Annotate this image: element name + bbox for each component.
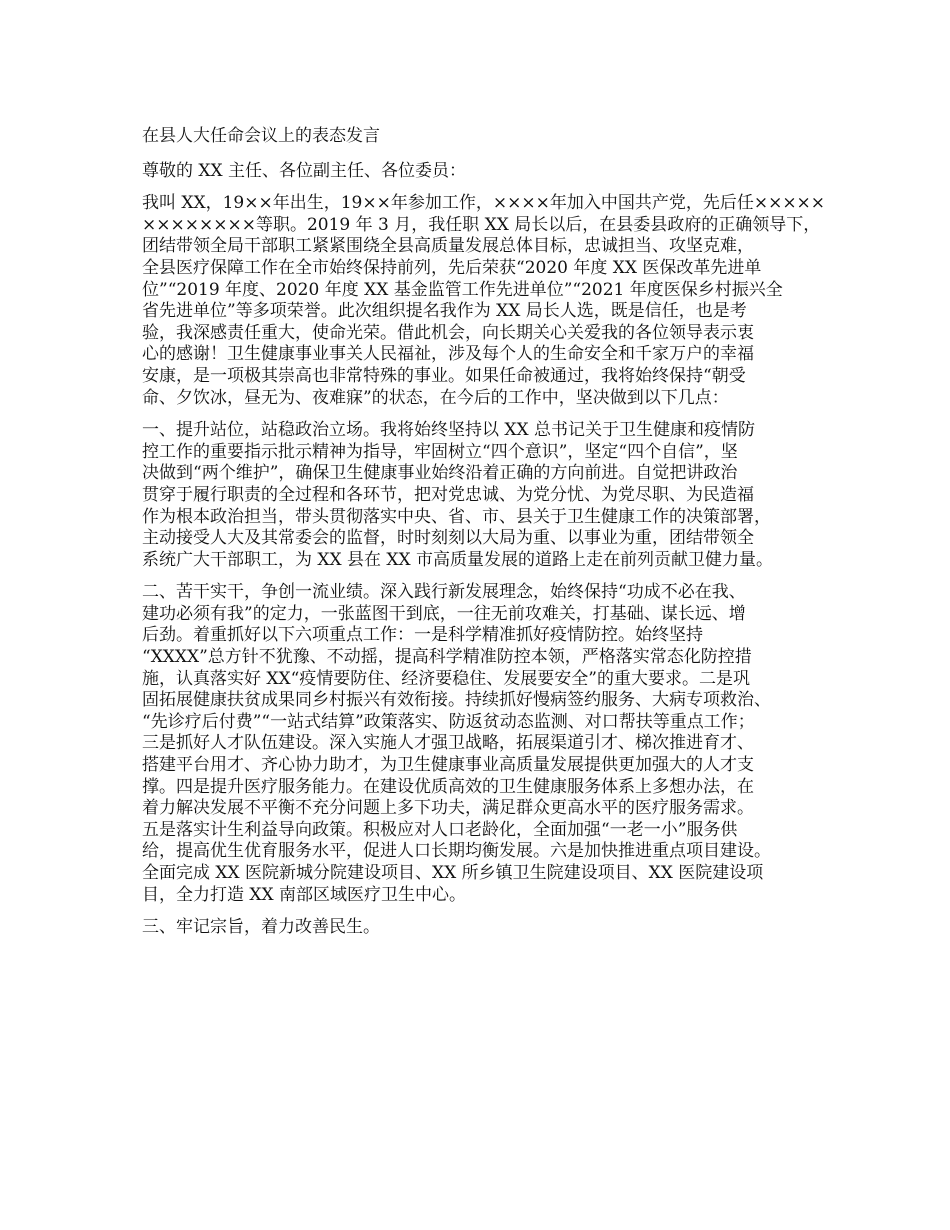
salutation: 尊敬的 XX 主任、各位副主任、各位委员： [142,160,467,181]
document-title: 在县人大任命会议上的表态发言 [142,126,380,146]
paragraph-point-two: 二、苦干实干，争创一流业绩。深入践行新发展理念，始终保持“功成不必在我、 建功必须有我”的定力，一张蓝图干到底，一往无前攻难关，打基础、谋长远、增 后劲。着重抓好以下六项重点工作：一是科学精准抓好疫情防控。始终坚持 “XXXX”总方针不犹豫、不动摇，提高科学精准防控本领，严格落实常态化防控措 施，认真落实好 XX“疫情要防住、经济要稳住、发展要安全”的重大要求。二是巩 固拓展健康扶贫成果同乡村振兴有效衔接。持续抓好慢病签约服务、大病专项救治、 “先诊疗后付费”“一站式结算”政策落实、防返贫动态监测、对口帮扶等重点工作； 三是抓好人才队伍建设。深入实施人才强卫战略，拓展渠道引才、梯次推进育才、 搭建平台用才、齐心协力助才，为卫生健康事业高质量发展提供更加强大的人才支 撑。四是提升医疗服务能力。在建设优质高效的卫生健康服务体系上多想办法，在 着力解决发展不平衡不充分问题上多下功夫，满足群众更高水平的医疗服务需求。 五是落实计生利益导向政策。积极应对人口老龄化，全面加强“一老一小”服务供 给，提高优生优育服务水平，促进人口长期均衡发展。六是加快推进重点项目建设。 全面完成 XX 医院新城分院建设项目、XX 所乡镇卫生院建设项目、XX 医院建设项 目，全力打造 XX 南部区域医疗卫生中心。 [142,582,771,905]
document-body [142,126,832,950]
paragraph-point-one: 一、提升站位，站稳政治立场。我将始终坚持以 XX 总书记关于卫生健康和疫情防 控工作的重要指示批示精神为指导，牢固树立“四个意识”，坚定“四个自信”，坚 决做到“两个维护”，确保卫生健康事业始终沿着正确的方向前进。自觉把讲政治 贯穿于履行职责的全过程和各环节，把对党忠诚、为党分忧、为党尽职、为民造福 作为根本政治担当，带头贯彻落实中央、省、市、县关于卫生健康工作的决策部署， 主动接受人大及其常委会的监督，时时刻刻以大局为重、以事业为重，团结带领全 系统广大干部职工，为 XX 县在 XX 市高质量发展的道路上走在前列贡献卫健力量。 [142,420,774,570]
paragraph-intro: 我叫 XX，19××年出生，19××年参加工作，××××年加入中国共产党，先后任××××× ××××××××等职。2019 年 3 月，我任职 XX 局长以后，在县委县政府的正确领导下， 团结带领全局干部职工紧紧围绕全县高质量发展总体目标，忠诚担当、攻坚克难， 全县医疗保障工作在全市始终保持前列，先后荣获“2020 年度 XX 医保改革先进单 位”“2019 年度、2020 年度 XX 基金监管工作先进单位”“2021 年度医保乡村振兴全 省先进单位”等多项荣誉。此次组织提名我作为 XX 局长人选，既是信任，也是考 验，我深感责任重大，使命光荣。借此机会，向长期关心关爱我的各位领导表示衷 心的感谢！卫生健康事业事关人民福祉，涉及每个人的生命安全和千家万户的幸福 安康，是一项极其崇高也非常特殊的事业。如果任命被通过，我将始终保持“朝受 命、夕饮冰，昼无为、夜难寐”的状态，在今后的工作中，坚决做到以下几点： [142,193,826,408]
paragraph-point-three: 三、牢记宗旨，着力改善民生。 [142,917,380,938]
